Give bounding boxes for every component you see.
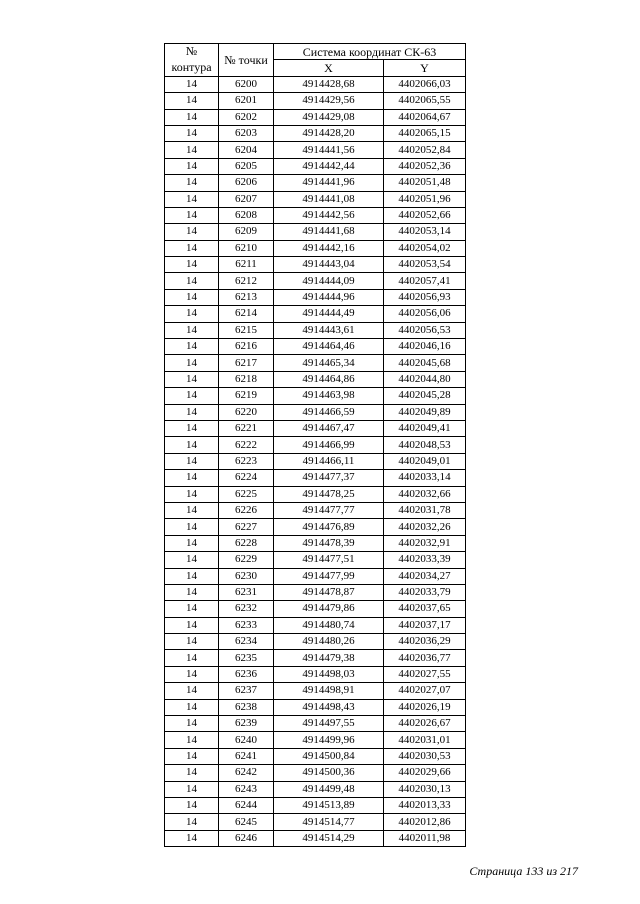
header-x: X [274,60,384,76]
table-row [165,519,466,535]
contour-cell: 14 [165,322,219,338]
point-cell: 6218 [219,371,274,387]
x-cell: 4914477,99 [274,568,384,584]
y-cell: 4402031,78 [384,502,466,518]
point-cell: 6226 [219,502,274,518]
contour-cell: 14 [165,666,219,682]
point-cell: 6206 [219,175,274,191]
x-cell: 4914513,89 [274,797,384,813]
header-contour-number: № контура [165,44,219,77]
x-cell: 4914441,68 [274,224,384,240]
y-cell: 4402026,67 [384,716,466,732]
table-row [165,289,466,305]
point-cell: 6225 [219,486,274,502]
x-cell: 4914429,08 [274,109,384,125]
contour-cell: 14 [165,125,219,141]
contour-cell: 14 [165,207,219,223]
contour-cell: 14 [165,142,219,158]
x-cell: 4914441,08 [274,191,384,207]
x-cell: 4914499,96 [274,732,384,748]
table-row [165,175,466,191]
contour-cell: 14 [165,420,219,436]
x-cell: 4914497,55 [274,716,384,732]
y-cell: 4402032,26 [384,519,466,535]
point-cell: 6241 [219,748,274,764]
point-cell: 6224 [219,470,274,486]
point-cell: 6216 [219,339,274,355]
table-row [165,797,466,813]
x-cell: 4914443,04 [274,257,384,273]
y-cell: 4402032,91 [384,535,466,551]
point-cell: 6227 [219,519,274,535]
contour-cell: 14 [165,93,219,109]
point-cell: 6244 [219,797,274,813]
header-point-number: № точки [219,44,274,77]
point-cell: 6211 [219,257,274,273]
contour-cell: 14 [165,552,219,568]
contour-cell: 14 [165,486,219,502]
x-cell: 4914429,56 [274,93,384,109]
contour-cell: 14 [165,601,219,617]
table-row [165,371,466,387]
contour-cell: 14 [165,306,219,322]
point-cell: 6245 [219,814,274,830]
x-cell: 4914444,96 [274,289,384,305]
point-cell: 6212 [219,273,274,289]
y-cell: 4402045,68 [384,355,466,371]
x-cell: 4914466,99 [274,437,384,453]
x-cell: 4914498,91 [274,683,384,699]
contour-cell: 14 [165,453,219,469]
x-cell: 4914428,20 [274,125,384,141]
y-cell: 4402029,66 [384,765,466,781]
point-cell: 6202 [219,109,274,125]
header-y: Y [384,60,466,76]
x-cell: 4914464,86 [274,371,384,387]
table-row [165,568,466,584]
point-cell: 6236 [219,666,274,682]
x-cell: 4914479,38 [274,650,384,666]
contour-cell: 14 [165,109,219,125]
x-cell: 4914466,59 [274,404,384,420]
table-row [165,240,466,256]
y-cell: 4402056,93 [384,289,466,305]
point-cell: 6240 [219,732,274,748]
contour-cell: 14 [165,191,219,207]
y-cell: 4402030,13 [384,781,466,797]
y-cell: 4402053,54 [384,257,466,273]
contour-cell: 14 [165,814,219,830]
point-cell: 6213 [219,289,274,305]
y-cell: 4402054,02 [384,240,466,256]
contour-cell: 14 [165,339,219,355]
contour-cell: 14 [165,781,219,797]
point-cell: 6204 [219,142,274,158]
contour-cell: 14 [165,388,219,404]
table-row [165,732,466,748]
y-cell: 4402033,79 [384,584,466,600]
table-row [165,716,466,732]
contour-cell: 14 [165,437,219,453]
y-cell: 4402045,28 [384,388,466,404]
table-row [165,207,466,223]
table-row [165,257,466,273]
contour-cell: 14 [165,224,219,240]
point-cell: 6219 [219,388,274,404]
point-cell: 6210 [219,240,274,256]
y-cell: 4402037,65 [384,601,466,617]
point-cell: 6233 [219,617,274,633]
x-cell: 4914479,86 [274,601,384,617]
table-row [165,584,466,600]
contour-cell: 14 [165,748,219,764]
point-cell: 6231 [219,584,274,600]
x-cell: 4914477,51 [274,552,384,568]
x-cell: 4914465,34 [274,355,384,371]
point-cell: 6220 [219,404,274,420]
x-cell: 4914428,68 [274,76,384,92]
contour-cell: 14 [165,355,219,371]
x-cell: 4914514,29 [274,830,384,846]
x-cell: 4914467,47 [274,420,384,436]
contour-cell: 14 [165,76,219,92]
contour-cell: 14 [165,732,219,748]
point-cell: 6237 [219,683,274,699]
point-cell: 6208 [219,207,274,223]
contour-cell: 14 [165,240,219,256]
contour-cell: 14 [165,584,219,600]
table-row [165,339,466,355]
x-cell: 4914498,43 [274,699,384,715]
table-row [165,109,466,125]
point-cell: 6201 [219,93,274,109]
table-row [165,273,466,289]
contour-cell: 14 [165,765,219,781]
y-cell: 4402026,19 [384,699,466,715]
y-cell: 4402049,41 [384,420,466,436]
table-row [165,470,466,486]
x-cell: 4914442,44 [274,158,384,174]
x-cell: 4914514,77 [274,814,384,830]
point-cell: 6215 [219,322,274,338]
point-cell: 6200 [219,76,274,92]
point-cell: 6234 [219,634,274,650]
y-cell: 4402033,39 [384,552,466,568]
point-cell: 6222 [219,437,274,453]
contour-cell: 14 [165,371,219,387]
contour-cell: 14 [165,683,219,699]
y-cell: 4402049,01 [384,453,466,469]
x-cell: 4914444,09 [274,273,384,289]
table-row [165,142,466,158]
y-cell: 4402033,14 [384,470,466,486]
table-row [165,158,466,174]
point-cell: 6232 [219,601,274,617]
y-cell: 4402036,77 [384,650,466,666]
point-cell: 6223 [219,453,274,469]
header-coordinate-system: Система координат СК-63 [274,44,466,60]
x-cell: 4914478,25 [274,486,384,502]
point-cell: 6242 [219,765,274,781]
table-row [165,666,466,682]
table-row [165,191,466,207]
point-cell: 6246 [219,830,274,846]
y-cell: 4402013,33 [384,797,466,813]
x-cell: 4914480,26 [274,634,384,650]
y-cell: 4402064,67 [384,109,466,125]
y-cell: 4402036,29 [384,634,466,650]
table-row [165,699,466,715]
y-cell: 4402052,66 [384,207,466,223]
x-cell: 4914500,36 [274,765,384,781]
y-cell: 4402056,06 [384,306,466,322]
y-cell: 4402046,16 [384,339,466,355]
x-cell: 4914441,96 [274,175,384,191]
contour-cell: 14 [165,519,219,535]
point-cell: 6230 [219,568,274,584]
table-row [165,322,466,338]
y-cell: 4402066,03 [384,76,466,92]
table-row [165,76,466,92]
y-cell: 4402053,14 [384,224,466,240]
y-cell: 4402027,55 [384,666,466,682]
contour-cell: 14 [165,830,219,846]
table-row [165,224,466,240]
y-cell: 4402034,27 [384,568,466,584]
x-cell: 4914499,48 [274,781,384,797]
contour-cell: 14 [165,175,219,191]
table-row [165,125,466,141]
contour-cell: 14 [165,470,219,486]
y-cell: 4402065,15 [384,125,466,141]
y-cell: 4402065,55 [384,93,466,109]
table-row [165,683,466,699]
x-cell: 4914443,61 [274,322,384,338]
y-cell: 4402031,01 [384,732,466,748]
point-cell: 6243 [219,781,274,797]
table-row [165,830,466,846]
contour-cell: 14 [165,617,219,633]
contour-cell: 14 [165,634,219,650]
point-cell: 6217 [219,355,274,371]
x-cell: 4914476,89 [274,519,384,535]
table-row [165,765,466,781]
point-cell: 6221 [219,420,274,436]
contour-cell: 14 [165,273,219,289]
y-cell: 4402049,89 [384,404,466,420]
x-cell: 4914442,56 [274,207,384,223]
x-cell: 4914466,11 [274,453,384,469]
contour-cell: 14 [165,404,219,420]
table-row [165,486,466,502]
y-cell: 4402052,36 [384,158,466,174]
y-cell: 4402051,48 [384,175,466,191]
point-cell: 6238 [219,699,274,715]
x-cell: 4914477,77 [274,502,384,518]
y-cell: 4402037,17 [384,617,466,633]
y-cell: 4402011,98 [384,830,466,846]
table-row [165,617,466,633]
point-cell: 6205 [219,158,274,174]
table-row [165,814,466,830]
table-row [165,634,466,650]
point-cell: 6207 [219,191,274,207]
coordinates-table [164,43,466,847]
table-row [165,781,466,797]
contour-cell: 14 [165,650,219,666]
y-cell: 4402056,53 [384,322,466,338]
x-cell: 4914442,16 [274,240,384,256]
contour-cell: 14 [165,158,219,174]
contour-cell: 14 [165,568,219,584]
y-cell: 4402051,96 [384,191,466,207]
y-cell: 4402012,86 [384,814,466,830]
x-cell: 4914444,49 [274,306,384,322]
contour-cell: 14 [165,257,219,273]
table-row [165,601,466,617]
point-cell: 6239 [219,716,274,732]
x-cell: 4914463,98 [274,388,384,404]
table-row [165,552,466,568]
table-row [165,93,466,109]
table-row [165,404,466,420]
x-cell: 4914500,84 [274,748,384,764]
x-cell: 4914478,87 [274,584,384,600]
y-cell: 4402044,80 [384,371,466,387]
y-cell: 4402027,07 [384,683,466,699]
table-row [165,388,466,404]
point-cell: 6214 [219,306,274,322]
y-cell: 4402048,53 [384,437,466,453]
x-cell: 4914477,37 [274,470,384,486]
y-cell: 4402057,41 [384,273,466,289]
table-body [165,76,466,846]
point-cell: 6228 [219,535,274,551]
x-cell: 4914498,03 [274,666,384,682]
y-cell: 4402030,53 [384,748,466,764]
contour-cell: 14 [165,699,219,715]
table-row [165,502,466,518]
table-row [165,650,466,666]
x-cell: 4914478,39 [274,535,384,551]
point-cell: 6203 [219,125,274,141]
table-row [165,306,466,322]
contour-cell: 14 [165,289,219,305]
contour-cell: 14 [165,797,219,813]
table-row [165,420,466,436]
table-row [165,748,466,764]
y-cell: 4402032,66 [384,486,466,502]
point-cell: 6209 [219,224,274,240]
contour-cell: 14 [165,502,219,518]
x-cell: 4914480,74 [274,617,384,633]
x-cell: 4914464,46 [274,339,384,355]
y-cell: 4402052,84 [384,142,466,158]
table-row [165,453,466,469]
contour-cell: 14 [165,535,219,551]
table-row [165,535,466,551]
table-header [165,44,466,77]
point-cell: 6229 [219,552,274,568]
page-number: Страница 133 из 217 [469,864,578,878]
table-row [165,355,466,371]
contour-cell: 14 [165,716,219,732]
x-cell: 4914441,56 [274,142,384,158]
table-row [165,437,466,453]
point-cell: 6235 [219,650,274,666]
